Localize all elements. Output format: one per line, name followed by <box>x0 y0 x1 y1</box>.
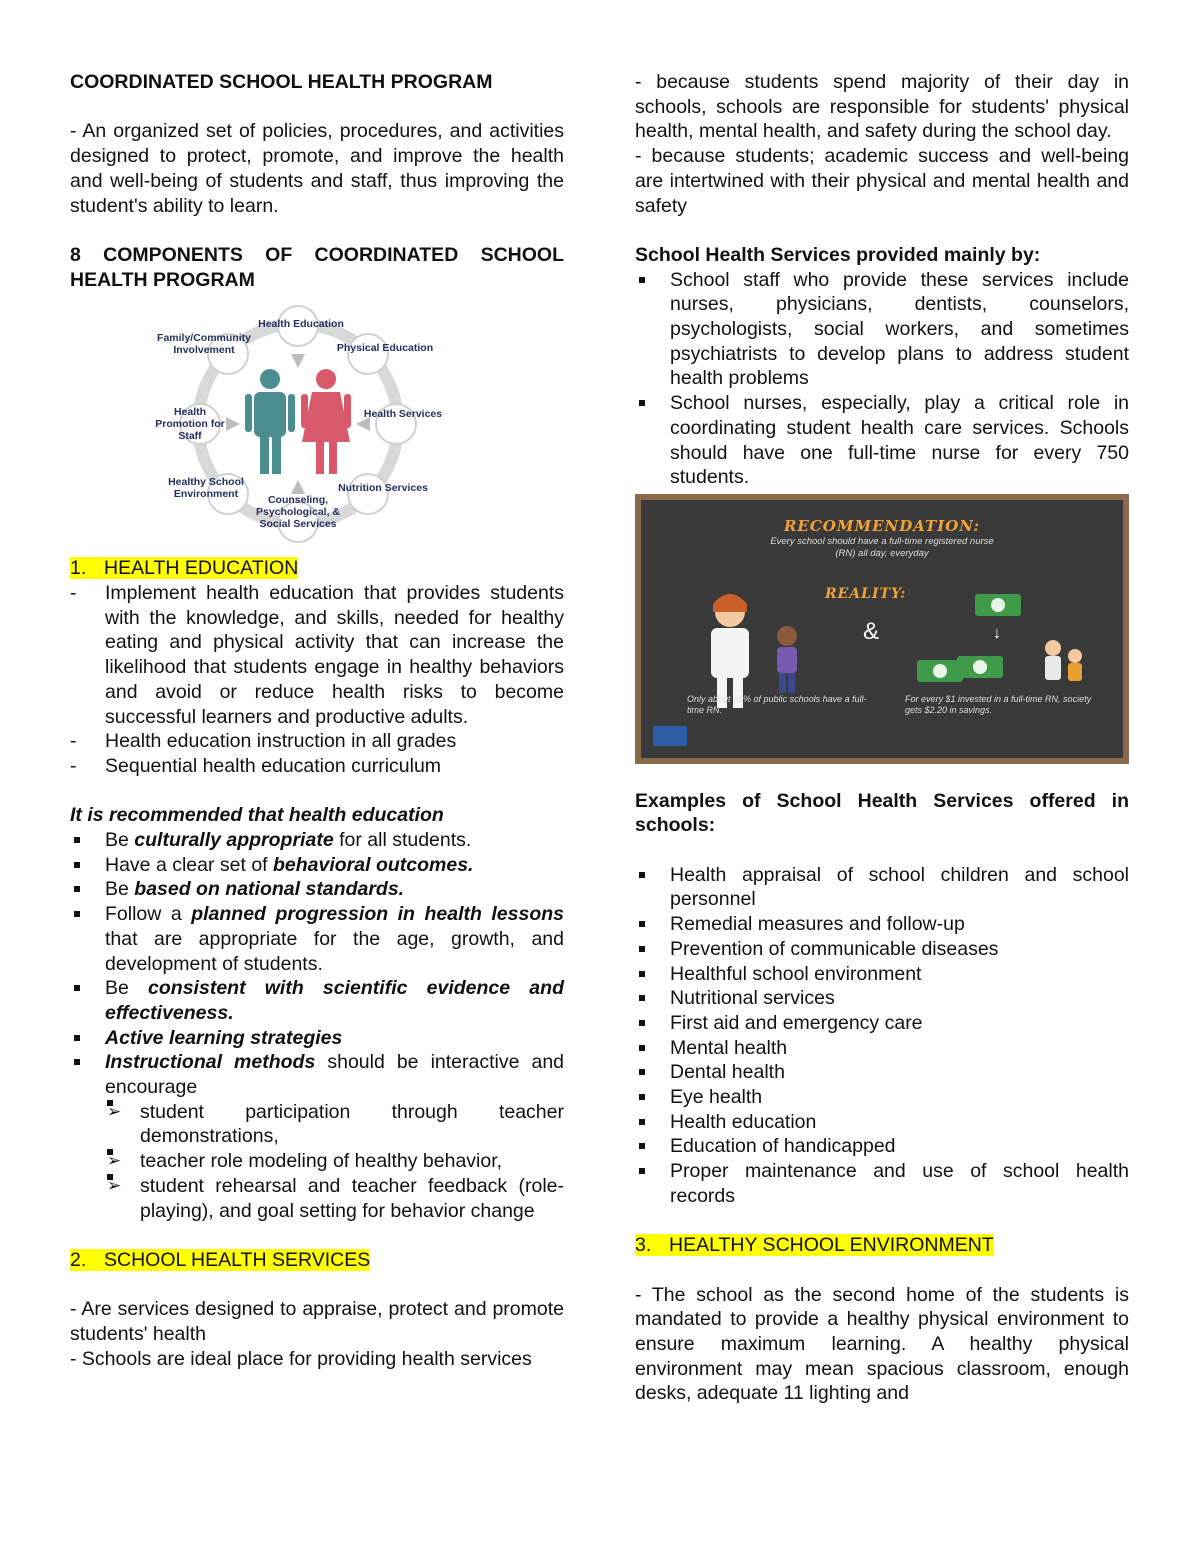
recommendation-title: It is recommended that health education <box>70 804 444 827</box>
list-item: Healthful school environment <box>635 962 1129 987</box>
section-1-heading <box>70 556 564 581</box>
list-item: Health appraisal of school children and school personnel <box>635 863 1129 912</box>
female-figure-icon <box>301 369 351 474</box>
label-family-community: Family/Community Involvement <box>157 332 251 357</box>
examples-title: Examples of School Health Services offered in schools: <box>635 789 1129 837</box>
section-3-paragraph: - The school as the second home of the students is mandated to provide a healthy physical environment to ensure maximum learning. A healthy physical environment may mean spacious classroom, enough desks, adequate 11 lighting and <box>635 1283 1129 1405</box>
list-item: - Sequential health education curriculum <box>70 754 564 779</box>
label-health-services: Health Services <box>363 408 443 421</box>
emphasis: culturally appropriate <box>134 829 334 852</box>
provided-by-list <box>635 268 1129 490</box>
list-item: - Implement health education that provides students with the knowledge, and skills, needed for healthy eating and physical activity that can increase the likelihood that students engage in healthy behaviors and avoid or reduce health risks to become successful learners and productive adults. <box>70 581 564 729</box>
label-health-promotion: Health Promotion for Staff <box>155 406 225 443</box>
examples-list <box>635 863 1129 1209</box>
label-physical-education: Physical Education <box>336 342 434 355</box>
section-3-title: HEALTHY SCHOOL ENVIRONMENT <box>669 1234 994 1257</box>
sub-list-item: ➢ student rehearsal and teacher feedback (role-playing), and goal setting for behavior change <box>105 1174 564 1223</box>
list-item: - Health education instruction in all grades <box>70 729 564 754</box>
sub-list-item: ➢ teacher role modeling of healthy behavior, <box>105 1149 564 1174</box>
list-item <box>70 902 564 976</box>
list-item <box>70 877 564 902</box>
sub-list-item: ➢ student participation through teacher demonstrations, <box>105 1100 564 1149</box>
recommendation-chalkboard <box>635 494 1129 764</box>
label-healthy-environment: Healthy School Environment <box>168 476 244 501</box>
text: Be <box>105 878 135 901</box>
text: Be <box>105 977 149 1000</box>
components-diagram <box>148 304 448 544</box>
list-item: School staff who provide these services include nurses, physicians, dentists, counselors, psychologists, social workers, and sometimes psychiatrists to develop plans to address student health problems <box>635 268 1129 392</box>
emphasis: Active learning strategies <box>105 1026 343 1049</box>
board-arrow: ↓ <box>993 624 1001 642</box>
list-item: Nutritional services <box>635 986 1129 1011</box>
sub-list <box>105 1100 564 1224</box>
list-item: Proper maintenance and use of school health records <box>635 1159 1129 1208</box>
list-item <box>70 828 564 853</box>
list-item <box>70 1050 564 1223</box>
board-stat-1: Only about 50% of public schools have a full-time RN. <box>687 693 867 715</box>
section-2-paragraph-1: - Are services designed to appraise, protect and promote students' health <box>70 1298 564 1346</box>
board-recommendation-text: Every school should have a full-time registered nurse (RN) all day, everyday <box>770 535 994 559</box>
text: should be interactive and encourage <box>105 1051 565 1099</box>
text: that are appropriate for the age, growth, and development of students. <box>105 927 564 975</box>
emphasis: Instructional methods <box>105 1051 316 1074</box>
text: Have a clear set of <box>105 853 273 876</box>
provided-by-title: School Health Services provided mainly by: <box>635 243 1041 266</box>
list-item <box>70 1026 564 1051</box>
emphasis: behavioral outcomes. <box>273 853 474 876</box>
cdc-logo-icon <box>653 726 687 746</box>
list-item: Mental health <box>635 1036 1129 1061</box>
section-3-number: 3. <box>635 1234 652 1257</box>
list-item: Remedial measures and follow-up <box>635 912 1129 937</box>
section-3-heading <box>635 1233 1129 1258</box>
label-counseling: Counseling, Psychological, & Social Services <box>255 494 341 531</box>
list-item: Eye health <box>635 1085 1129 1110</box>
list-item <box>70 976 564 1025</box>
label-nutrition-services: Nutrition Services <box>338 482 428 495</box>
list-item: Health education <box>635 1110 1129 1135</box>
section-2-title: SCHOOL HEALTH SERVICES <box>104 1248 371 1271</box>
label-health-education: Health Education <box>258 318 344 331</box>
left-column <box>70 70 564 1371</box>
section-2-number: 2. <box>70 1248 87 1271</box>
services-paragraph-2: - because students; academic success and well-being are intertwined with their physical and mental health and safety <box>635 145 1129 217</box>
list-item: School nurses, especially, play a critical role in coordinating student health care services. Schools should have one full-time nurse for every 750 students. <box>635 391 1129 490</box>
intro-paragraph: - An organized set of policies, procedures, and activities designed to protect, promote, and improve the health and well-being of students and staff, thus improving the student's ability to learn. <box>70 120 564 217</box>
section-1-list <box>70 581 564 779</box>
section-1-number: 1. <box>70 557 87 580</box>
list-item: Dental health <box>635 1060 1129 1085</box>
board-reality-heading: REALITY: <box>825 585 907 602</box>
section-2-heading <box>70 1248 564 1273</box>
board-ampersand: & <box>863 617 880 645</box>
list-item: First aid and emergency care <box>635 1011 1129 1036</box>
list-item: Education of handicapped <box>635 1134 1129 1159</box>
right-column <box>635 70 1129 1406</box>
emphasis: consistent with scientific evidence and effectiveness. <box>105 977 564 1024</box>
emphasis: planned progression in health lessons <box>191 903 565 926</box>
components-title: 8 COMPONENTS OF COORDINATED SCHOOL HEALTH PROGRAM <box>70 243 564 291</box>
emphasis: based on national standards. <box>134 878 405 901</box>
section-2-paragraph-2: - Schools are ideal place for providing health services <box>70 1347 532 1370</box>
document-title: COORDINATED SCHOOL HEALTH PROGRAM <box>70 71 493 93</box>
list-item: Prevention of communicable diseases <box>635 937 1129 962</box>
male-figure-icon <box>245 369 295 474</box>
text: Follow a <box>105 903 192 926</box>
text: for all students. <box>333 829 472 852</box>
text: Be <box>105 829 135 852</box>
services-paragraph-1: - because students spend majority of their day in schools, schools are responsible for students' physical health, mental health, and safety during the school day. <box>635 71 1129 143</box>
board-recommendation-heading: RECOMMENDATION: <box>783 516 981 535</box>
board-stat-2: For every $1 invested in a full-time RN, society gets $2.20 in savings. <box>905 693 1092 715</box>
list-item <box>70 853 564 878</box>
recommendation-list <box>70 828 564 1223</box>
section-1-title: HEALTH EDUCATION <box>104 557 299 580</box>
